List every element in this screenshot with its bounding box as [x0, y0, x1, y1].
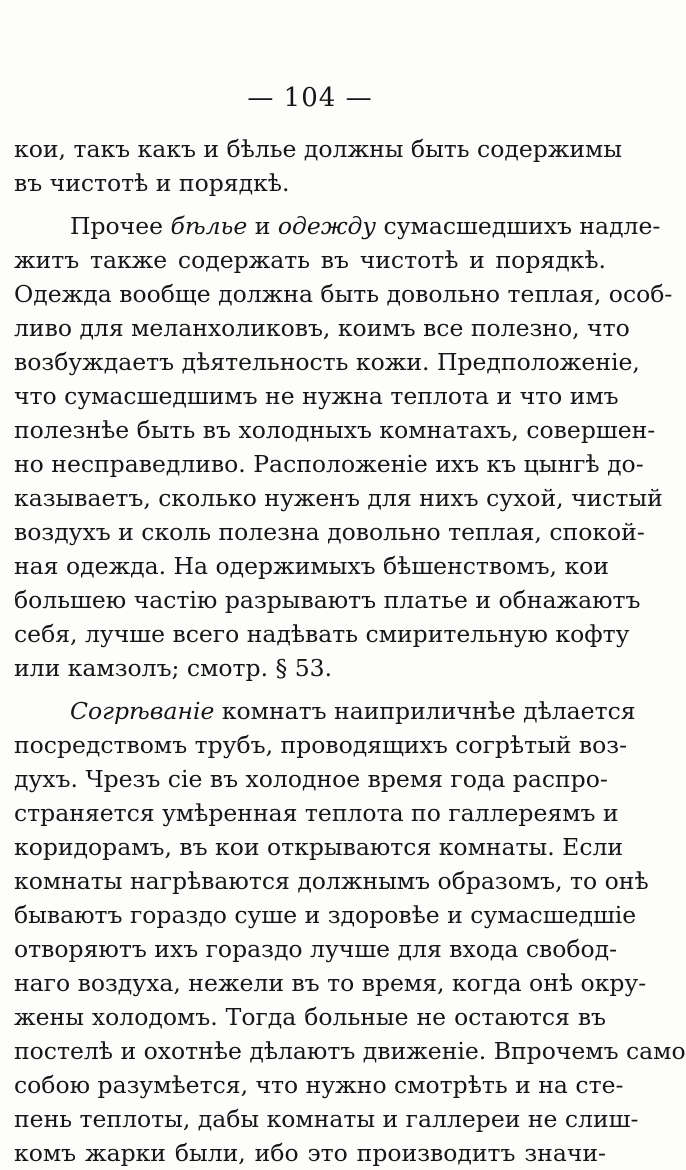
text-segment: сумасшедшихъ надле- — [376, 212, 661, 240]
text-segment: комнатъ наиприличнѣе дѣлается — [214, 697, 636, 725]
text-segment: полезнѣе быть въ холодныхъ комнатахъ, совершен- — [14, 416, 656, 444]
text-segment: воздухъ и сколь полезна довольно теплая, спокой- — [14, 518, 645, 546]
text-segment: возбуждаетъ дѣятельность кожи. Предположеніе, — [14, 348, 640, 376]
text-line — [14, 1102, 639, 1136]
text-line — [14, 762, 606, 796]
text-segment: ливо для меланхоликовъ, коимъ все полезно, что — [14, 314, 630, 342]
text-segment: казываетъ, сколько нуженъ для нихъ сухой, чистый — [14, 484, 663, 512]
text-segment: себя, лучше всего надѣвать смирительную кофту — [14, 620, 630, 648]
text-line — [14, 898, 637, 932]
text-segment: страняется умѣренная теплота по галлереямъ и — [14, 799, 619, 827]
text-segment: и — [247, 212, 278, 240]
text-line — [14, 583, 641, 617]
text-segment: въ чистотѣ и порядкѣ. — [14, 169, 290, 197]
text-segment: духъ. Чрезъ сіе въ холодное время года распро- — [14, 765, 608, 793]
text-segment: собою разумѣется, что нужно смотрѣть и на сте- — [14, 1071, 624, 1099]
text-segment: кои, такъ какъ и бѣлье должны быть содержимы — [14, 135, 623, 163]
text-segment: наго воздуха, нежели въ то время, когда онѣ окру- — [14, 969, 647, 997]
text-segment: Прочее — [70, 212, 171, 240]
text-line — [14, 1034, 686, 1068]
text-line — [14, 166, 606, 200]
text-line — [14, 796, 619, 830]
text-line — [14, 549, 609, 583]
text-segment: бываютъ гораздо суше и здоровѣе и сумасшедшіе — [14, 901, 637, 929]
text-segment: житъ также содержать въ чистотѣ и порядкѣ. — [14, 246, 606, 274]
text-line — [14, 932, 618, 966]
text-line — [14, 413, 656, 447]
text-line — [14, 617, 630, 651]
text-line — [70, 694, 636, 728]
text-line — [14, 830, 624, 864]
text-line — [14, 379, 619, 413]
text-segment: пень теплоты, дабы комнаты и галлереи не слиш- — [14, 1105, 639, 1133]
text-line — [14, 1136, 606, 1170]
text-segment: отворяютъ ихъ гораздо лучше для входа свобод- — [14, 935, 618, 963]
text-segment: комъ жарки были, ибо это производитъ значи- — [14, 1139, 606, 1167]
text-line — [14, 447, 644, 481]
emphasized-term: бѣлье — [170, 212, 248, 240]
emphasized-term: одежду — [277, 212, 377, 240]
text-segment: комнаты нагрѣваются должнымъ образомъ, то онѣ — [14, 867, 649, 895]
text-line — [70, 209, 661, 243]
text-line — [14, 1068, 624, 1102]
text-segment: Одежда вообще должна быть довольно теплая, особ- — [14, 280, 673, 308]
text-line — [14, 651, 606, 685]
text-line — [14, 345, 640, 379]
text-line — [14, 515, 645, 549]
text-line — [14, 966, 647, 1000]
text-line — [14, 277, 673, 311]
text-segment: жены холодомъ. Тогда больные не остаются въ — [14, 1003, 606, 1031]
text-line — [14, 311, 630, 345]
text-segment: или камзолъ; смотр. § 53. — [14, 654, 333, 682]
page-number: — 104 — — [247, 83, 373, 113]
text-line — [14, 728, 628, 762]
text-segment: коридорамъ, въ кои открываются комнаты. Если — [14, 833, 624, 861]
text-line — [14, 132, 623, 166]
text-segment: постелѣ и охотнѣе дѣлаютъ движеніе. Впрочемъ само — [14, 1037, 686, 1065]
text-line — [14, 481, 663, 515]
text-segment: что сумасшедшимъ не нужна теплота и что имъ — [14, 382, 619, 410]
emphasized-term: Согрѣваніе — [70, 697, 215, 725]
text-line — [14, 243, 606, 277]
text-segment: ная одежда. На одержимыхъ бѣшенствомъ, кои — [14, 552, 609, 580]
text-segment: посредствомъ трубъ, проводящихъ согрѣтый воз- — [14, 731, 628, 759]
text-segment: но несправедливо. Расположеніе ихъ къ цынгѣ до- — [14, 450, 644, 478]
text-line — [14, 1000, 606, 1034]
text-line — [14, 864, 649, 898]
text-segment: большею частію разрываютъ платье и обнажаютъ — [14, 586, 641, 614]
